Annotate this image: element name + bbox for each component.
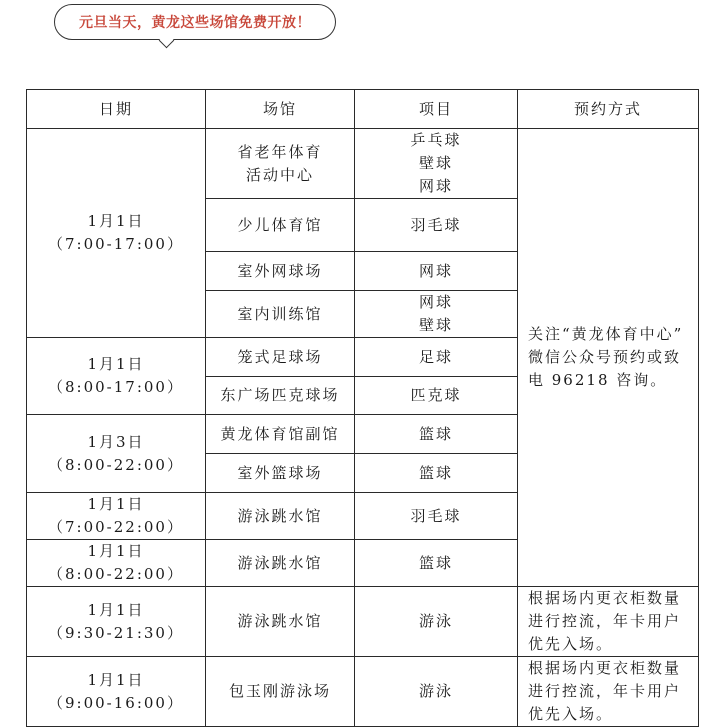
item-line: 网球	[418, 177, 453, 195]
date-cell	[27, 338, 206, 415]
header-item: 项目	[355, 90, 518, 129]
time-text: （8:00-17:00）	[48, 378, 184, 396]
booking-cell-general	[518, 129, 699, 587]
booking-line: 关注“黄龙体育中心”	[528, 325, 684, 343]
item-cell: 篮球	[355, 540, 518, 587]
venue-cell: 东广场匹克球场	[206, 377, 355, 415]
item-cell: 羽毛球	[355, 493, 518, 540]
date-text: 1月1日	[87, 542, 145, 560]
booking-line: 根据场内更衣柜数量	[528, 659, 682, 677]
item-line: 壁球	[418, 316, 453, 334]
date-cell	[27, 587, 206, 657]
time-text: （7:00-17:00）	[48, 235, 184, 253]
venue-cell: 室外网球场	[206, 252, 355, 291]
date-text: 1月1日	[87, 355, 145, 373]
table-row	[27, 129, 699, 199]
venue-cell: 游泳跳水馆	[206, 587, 355, 657]
item-cell: 羽毛球	[355, 199, 518, 252]
banner-bubble	[54, 4, 336, 40]
item-cell: 游泳	[355, 657, 518, 727]
venue-line: 活动中心	[245, 165, 314, 184]
bubble-tail	[159, 33, 175, 49]
item-cell	[355, 291, 518, 338]
booking-line: 进行控流，年卡用户	[528, 682, 682, 700]
time-text: （8:00-22:00）	[48, 565, 184, 583]
venue-cell: 游泳跳水馆	[206, 540, 355, 587]
venue-cell: 黄龙体育馆副馆	[206, 415, 355, 454]
header-booking: 预约方式	[518, 90, 699, 129]
date-text: 1月1日	[87, 495, 145, 513]
item-cell: 足球	[355, 338, 518, 377]
venue-cell: 游泳跳水馆	[206, 493, 355, 540]
date-text: 1月1日	[87, 600, 145, 619]
booking-cell	[518, 657, 699, 727]
date-cell	[27, 657, 206, 727]
date-cell	[27, 129, 206, 338]
date-text: 1月1日	[87, 212, 145, 230]
date-text: 1月3日	[87, 432, 145, 451]
time-text: （9:30-21:30）	[48, 623, 184, 642]
item-line: 壁球	[418, 154, 453, 172]
banner-title: 元旦当天，黄龙这些场馆免费开放！	[79, 15, 311, 31]
item-cell: 篮球	[355, 454, 518, 493]
date-cell	[27, 540, 206, 587]
date-cell	[27, 415, 206, 493]
booking-cell	[518, 587, 699, 657]
time-text: （9:00-16:00）	[48, 693, 184, 712]
item-cell: 匹克球	[355, 377, 518, 415]
item-cell: 篮球	[355, 415, 518, 454]
venue-line: 省老年体育	[237, 142, 323, 161]
venue-cell: 室内训练馆	[206, 291, 355, 338]
venue-cell	[206, 129, 355, 199]
date-cell	[27, 493, 206, 540]
venue-cell: 少儿体育馆	[206, 199, 355, 252]
booking-line: 优先入场。	[528, 635, 614, 653]
table-header-row	[27, 90, 699, 129]
table-row	[27, 657, 699, 727]
date-text: 1月1日	[87, 670, 145, 689]
booking-line: 微信公众号预约或致	[528, 348, 682, 366]
table-row	[27, 587, 699, 657]
item-line: 乒乓球	[410, 131, 462, 149]
item-cell: 游泳	[355, 587, 518, 657]
venue-cell: 包玉刚游泳场	[206, 657, 355, 727]
booking-line: 进行控流，年卡用户	[528, 612, 682, 630]
venue-cell: 室外篮球场	[206, 454, 355, 493]
header-venue: 场馆	[206, 90, 355, 129]
booking-line: 根据场内更衣柜数量	[528, 589, 682, 607]
header-date: 日期	[27, 90, 206, 129]
booking-line: 优先入场。	[528, 705, 614, 723]
item-cell	[355, 129, 518, 199]
item-cell: 网球	[355, 252, 518, 291]
item-line: 网球	[418, 293, 453, 311]
time-text: （7:00-22:00）	[48, 518, 184, 536]
schedule-table	[26, 89, 699, 727]
time-text: （8:00-22:00）	[48, 455, 184, 474]
booking-line: 电 96218 咨询。	[528, 371, 668, 389]
venue-cell: 笼式足球场	[206, 338, 355, 377]
